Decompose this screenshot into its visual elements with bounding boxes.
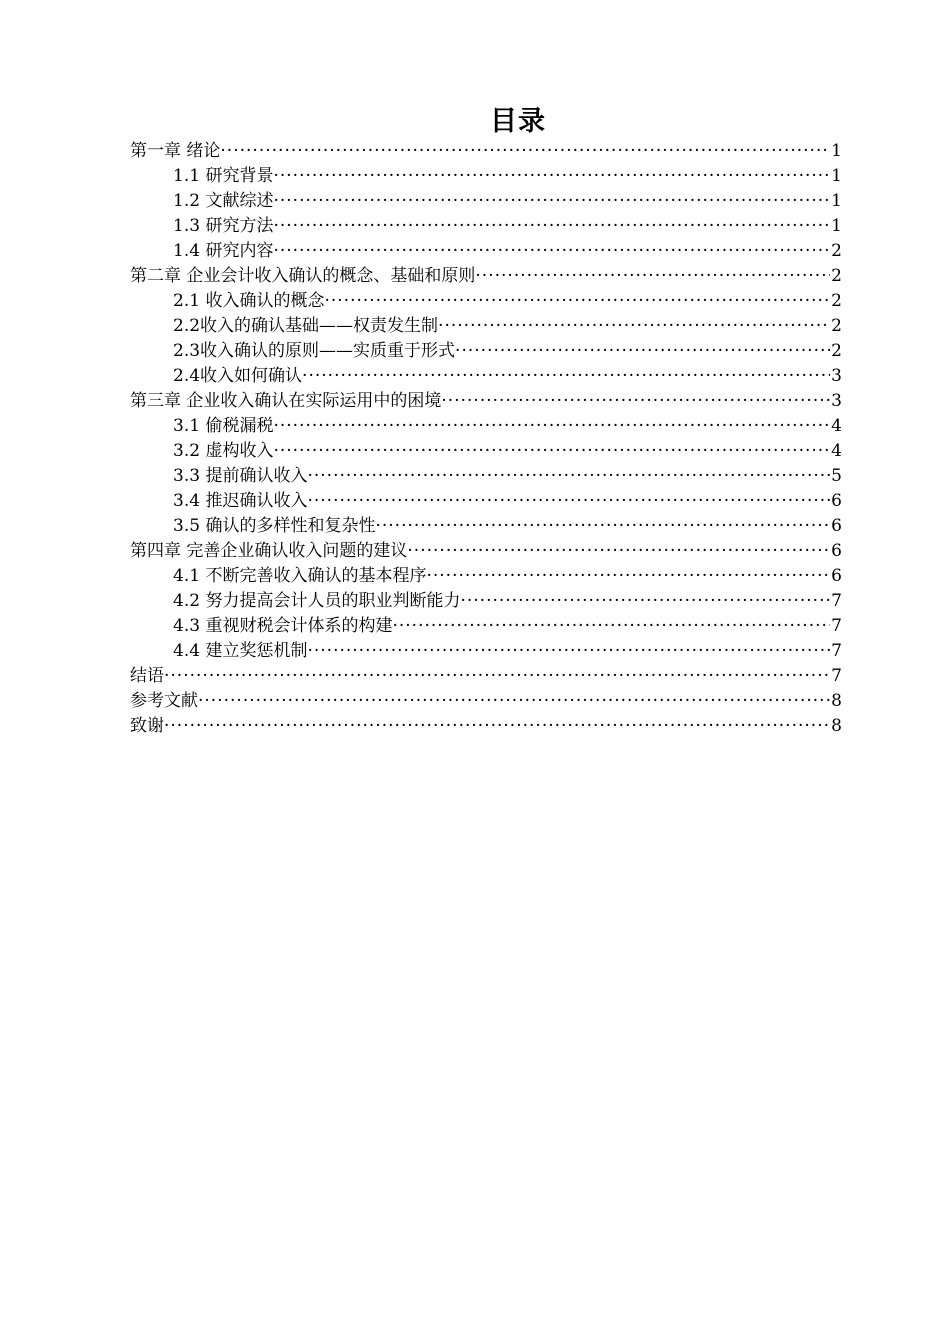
toc-entry-label: 2.4收入如何确认 [173,366,303,386]
toc-entry-label: 第二章 企业会计收入确认的概念、基础和原则 [130,266,476,286]
dot-leader [198,689,830,714]
toc-entry-section-2-3[interactable] [130,339,842,364]
toc-entry-page-number: 1 [831,141,842,161]
toc-entry-section-4-4[interactable] [130,639,842,664]
toc-entry-label: 2.1 收入确认的概念 [173,291,325,311]
toc-entry-label: 2.2收入的确认基础——权责发生制 [173,316,439,336]
dot-leader [164,714,830,739]
toc-entry-section-4-3[interactable] [130,614,842,639]
toc-entry-label: 3.1 偷税漏税 [173,416,274,436]
toc-entry-label: 1.3 研究方法 [173,216,274,236]
dot-leader [273,414,830,439]
toc-entry-section-3-1[interactable] [130,414,842,439]
toc-entry-page-number: 5 [831,466,842,486]
dot-leader [220,139,830,164]
toc-entry-label: 4.4 建立奖惩机制 [173,641,308,661]
toc-entry-chapter-4[interactable] [130,539,842,564]
toc-entry-page-number: 6 [831,566,842,586]
toc-entry-page-number: 4 [831,416,842,436]
toc-entry-references[interactable] [130,689,842,714]
toc-entry-label: 结语 [130,666,164,686]
toc-entry-section-2-4[interactable] [130,364,842,389]
dot-leader [273,164,830,189]
toc-entry-label: 1.1 研究背景 [173,166,274,186]
toc-entry-label: 1.2 文献综述 [173,191,274,211]
toc-entry-label: 3.3 提前确认收入 [173,466,308,486]
dot-leader [273,214,830,239]
toc-entry-section-1-1[interactable] [130,164,842,189]
toc-entry-page-number: 7 [831,641,842,661]
toc-entry-section-3-2[interactable] [130,439,842,464]
toc-entry-page-number: 8 [831,691,842,711]
toc-entry-page-number: 6 [831,491,842,511]
toc-entry-page-number: 6 [831,541,842,561]
toc-entry-section-3-3[interactable] [130,464,842,489]
toc-entry-page-number: 2 [831,266,842,286]
toc-entry-page-number: 1 [831,216,842,236]
toc-entry-page-number: 6 [831,516,842,536]
dot-leader [392,614,830,639]
toc-entry-label: 3.2 虚构收入 [173,441,274,461]
toc-title: 目录 [490,106,546,137]
dot-leader [324,289,830,314]
toc-entry-label: 3.5 确认的多样性和复杂性 [173,516,376,536]
toc-entry-section-3-5[interactable] [130,514,842,539]
dot-leader [455,339,830,364]
toc-entry-label: 2.3收入确认的原则——实质重于形式 [173,341,456,361]
dot-leader [302,364,830,389]
toc-entry-section-4-2[interactable] [130,589,842,614]
dot-leader [475,264,830,289]
dot-leader [164,664,830,689]
dot-leader [426,564,830,589]
toc-entry-label: 第一章 绪论 [130,141,221,161]
toc-entry-section-1-4[interactable] [130,239,842,264]
dot-leader [307,639,830,664]
toc-entry-page-number: 1 [831,166,842,186]
toc-entry-page-number: 2 [831,241,842,261]
toc-entry-page-number: 7 [831,591,842,611]
dot-leader [460,589,830,614]
dot-leader [407,539,830,564]
toc-entry-chapter-2[interactable] [130,264,842,289]
toc-entry-page-number: 3 [831,391,842,411]
toc-entry-label: 3.4 推迟确认收入 [173,491,308,511]
dot-leader [273,239,830,264]
toc-entry-conclusion[interactable] [130,664,842,689]
toc-entry-page-number: 2 [831,316,842,336]
toc-entry-label: 4.2 努力提高会计人员的职业判断能力 [173,591,461,611]
toc-entry-page-number: 2 [831,291,842,311]
table-of-contents [130,139,842,739]
dot-leader [438,314,830,339]
toc-entry-acknowledgements[interactable] [130,714,842,739]
toc-entry-label: 1.4 研究内容 [173,241,274,261]
toc-entry-section-1-2[interactable] [130,189,842,214]
toc-entry-section-2-1[interactable] [130,289,842,314]
dot-leader [375,514,830,539]
dot-leader [273,439,830,464]
toc-entry-section-4-1[interactable] [130,564,842,589]
toc-entry-chapter-3[interactable] [130,389,842,414]
toc-entry-label: 4.1 不断完善收入确认的基本程序 [173,566,427,586]
toc-entry-label: 第四章 完善企业确认收入问题的建议 [130,541,408,561]
toc-entry-page-number: 8 [831,716,842,736]
toc-entry-label: 4.3 重视财税会计体系的构建 [173,616,393,636]
toc-entry-page-number: 7 [831,666,842,686]
dot-leader [441,389,830,414]
dot-leader [307,489,830,514]
toc-entry-page-number: 7 [831,616,842,636]
toc-entry-chapter-1[interactable] [130,139,842,164]
toc-entry-section-2-2[interactable] [130,314,842,339]
toc-entry-label: 第三章 企业收入确认在实际运用中的困境 [130,391,442,411]
toc-entry-section-3-4[interactable] [130,489,842,514]
dot-leader [307,464,830,489]
toc-entry-page-number: 3 [831,366,842,386]
toc-entry-section-1-3[interactable] [130,214,842,239]
toc-entry-label: 致谢 [130,716,164,736]
toc-entry-page-number: 2 [831,341,842,361]
toc-entry-page-number: 4 [831,441,842,461]
dot-leader [273,189,830,214]
toc-entry-page-number: 1 [831,191,842,211]
toc-entry-label: 参考文献 [130,691,198,711]
